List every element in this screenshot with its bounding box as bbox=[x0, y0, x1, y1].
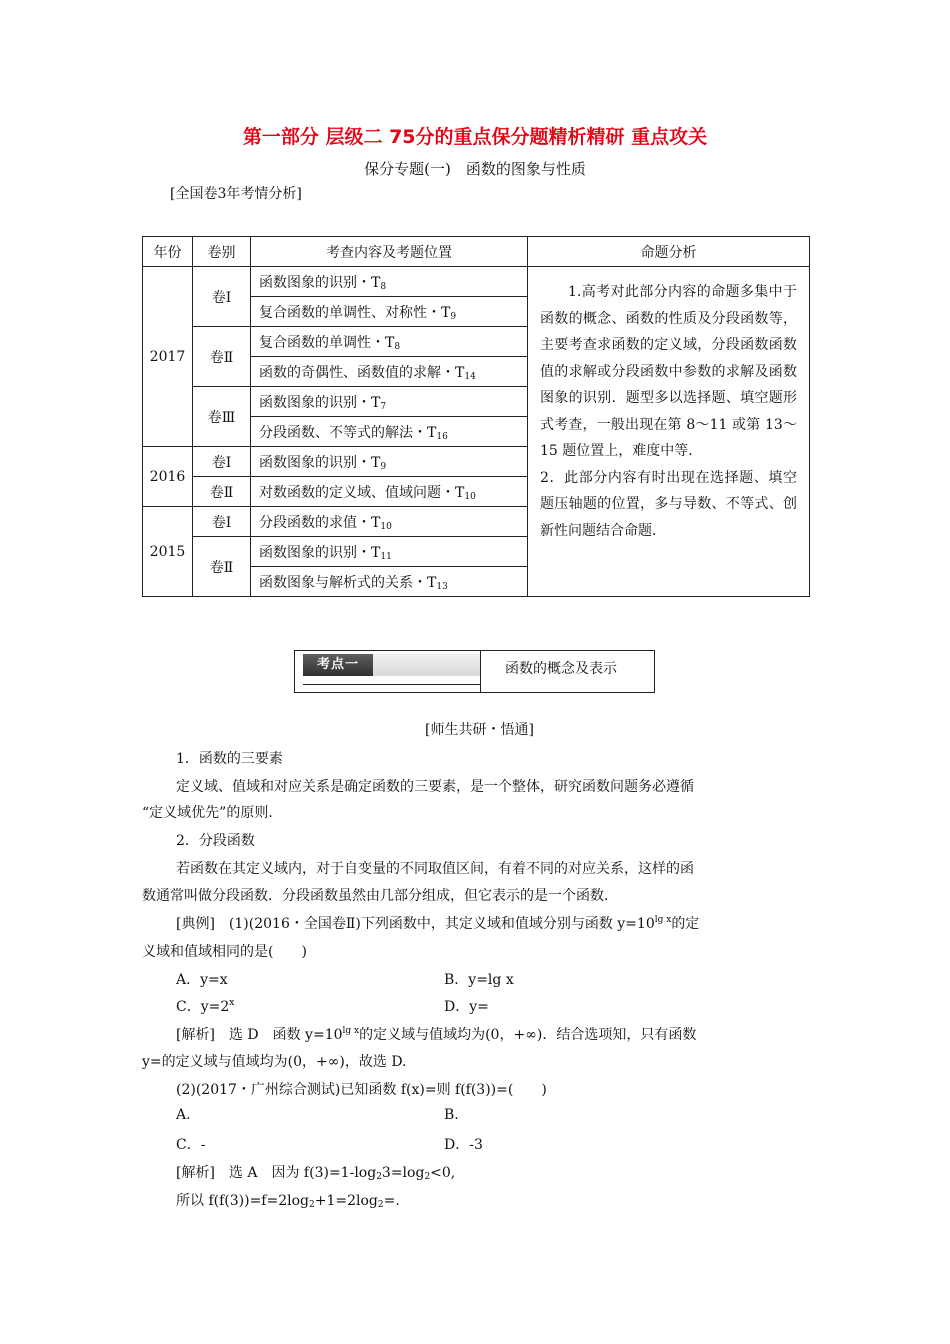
kaodian-title: 函数的概念及表示 bbox=[505, 661, 617, 677]
analysis-cell bbox=[528, 267, 810, 597]
option-a: A．y=x bbox=[176, 972, 228, 988]
option-2c: C．- bbox=[176, 1137, 206, 1153]
content-cell: 函数图象的识别・$T_9$ bbox=[251, 447, 528, 477]
content-cell: 函数图象的识别・$T_7$ bbox=[251, 387, 528, 417]
content-cell: 函数图象的识别・$T_{11}$ bbox=[251, 537, 528, 567]
header-year: 年份 bbox=[143, 237, 193, 267]
option-b: B．y=lg x bbox=[444, 972, 514, 988]
paper-cell: 卷Ⅱ bbox=[193, 327, 251, 387]
year-cell: 2015 bbox=[143, 507, 193, 597]
example-1-line2: 义域和值域相同的是( ) bbox=[142, 944, 307, 960]
paper-cell: 卷Ⅱ bbox=[193, 477, 251, 507]
kaodian-divider bbox=[303, 684, 481, 685]
solution-2-line1: [解析] 选 A 因为 $f(3)=1-\log_23=\log_2<0$, bbox=[176, 1165, 456, 1182]
year-cell: 2017 bbox=[143, 267, 193, 447]
paragraph-piecewise-line1: 若函数在其定义域内，对于自变量的不同取值区间，有着不同的对应关系，这样的函 bbox=[176, 861, 694, 877]
option-c: C．$y=2^x$ bbox=[176, 998, 235, 1015]
option-d: D．y= bbox=[444, 999, 489, 1015]
example-1-line1: [典例] (1)(2016・全国卷Ⅱ)下列函数中，其定义域和值域分别与函数 $y=10^{lg x}$的定 bbox=[176, 915, 700, 932]
paper-cell: 卷Ⅰ bbox=[193, 507, 251, 537]
page-title: 第一部分 层级二 75分的重点保分题精析精研 重点攻关 bbox=[242, 126, 708, 148]
analysis-paragraph-1: 1.高考对此部分内容的命题多集中于函数的概念、函数的性质及分段函数等，主要考查求函数的定义域，分段函数函数值的求解或分段函数中参数的求解及函数图象的识别．题型多以选择题、填空题形式考查，一般出现在第 8～11 或第 13～15 题位置上，难度中等． bbox=[540, 284, 797, 459]
content-cell: 函数图象与解析式的关系・$T_{13}$ bbox=[251, 567, 528, 597]
study-label: [师生共研・悟通] bbox=[425, 722, 534, 738]
header-content: 考查内容及考题位置 bbox=[251, 237, 528, 267]
paper-cell: 卷Ⅲ bbox=[193, 387, 251, 447]
option-2b: B. bbox=[444, 1107, 459, 1123]
exam-analysis-table bbox=[142, 236, 810, 597]
analysis-label: [全国卷3年考情分析] bbox=[170, 186, 302, 202]
content-cell: 函数图象的识别・$T_8$ bbox=[251, 267, 528, 297]
paragraph-three-elements-line2: “定义域优先”的原则． bbox=[142, 805, 283, 821]
table-row bbox=[143, 267, 810, 297]
analysis-paragraph-2: 2．此部分内容有时出现在选择题、填空题压轴题的位置，多与导数、不等式、创新性问题结合命题． bbox=[540, 469, 797, 539]
kaodian-badge-label: 考点一 bbox=[303, 654, 373, 676]
heading-piecewise: 2．分段函数 bbox=[176, 833, 255, 849]
content-cell: 复合函数的单调性・$T_8$ bbox=[251, 327, 528, 357]
section-subtitle: 保分专题(一) 函数的图象与性质 bbox=[364, 160, 586, 178]
example-2: (2)(2017・广州综合测试)已知函数 f(x)=则 f(f(3))=( ) bbox=[176, 1082, 547, 1098]
year-cell: 2016 bbox=[143, 447, 193, 507]
paragraph-three-elements-line1: 定义域、值域和对应关系是确定函数的三要素，是一个整体，研究函数问题务必遵循 bbox=[176, 779, 694, 795]
solution-1-line1: [解析] 选 D 函数 $y=10^{lg x}$的定义域与值域均为(0，+∞)．结合选项知，只有函数 bbox=[176, 1026, 697, 1043]
solution-2-line2: 所以 $f(f(3))=f=2\log_2+1=2\log_2=$. bbox=[176, 1193, 400, 1210]
option-2a: A. bbox=[176, 1107, 191, 1123]
solution-1-line2: y=的定义域与值域均为(0，+∞)，故选 D. bbox=[142, 1054, 407, 1070]
kaodian-vertical-divider bbox=[480, 651, 481, 692]
heading-three-elements: 1．函数的三要素 bbox=[176, 751, 283, 767]
paragraph-piecewise-line2: 数通常叫做分段函数．分段函数虽然由几部分组成，但它表示的是一个函数． bbox=[142, 888, 618, 904]
paper-cell: 卷Ⅰ bbox=[193, 447, 251, 477]
paper-cell: 卷Ⅱ bbox=[193, 537, 251, 597]
header-paper: 卷别 bbox=[193, 237, 251, 267]
paper-cell: 卷Ⅰ bbox=[193, 267, 251, 327]
content-cell: 对数函数的定义域、值域问题・$T_{10}$ bbox=[251, 477, 528, 507]
content-cell: 分段函数、不等式的解法・$T_{16}$ bbox=[251, 417, 528, 447]
table-header-row bbox=[143, 237, 810, 267]
content-cell: 函数的奇偶性、函数值的求解・$T_{14}$ bbox=[251, 357, 528, 387]
kaodian-badge bbox=[303, 654, 481, 676]
kaodian-box bbox=[294, 650, 655, 693]
content-cell: 分段函数的求值・$T_{10}$ bbox=[251, 507, 528, 537]
content-cell: 复合函数的单调性、对称性・$T_9$ bbox=[251, 297, 528, 327]
option-2d: D．-3 bbox=[444, 1137, 483, 1153]
header-analysis: 命题分析 bbox=[528, 237, 810, 267]
